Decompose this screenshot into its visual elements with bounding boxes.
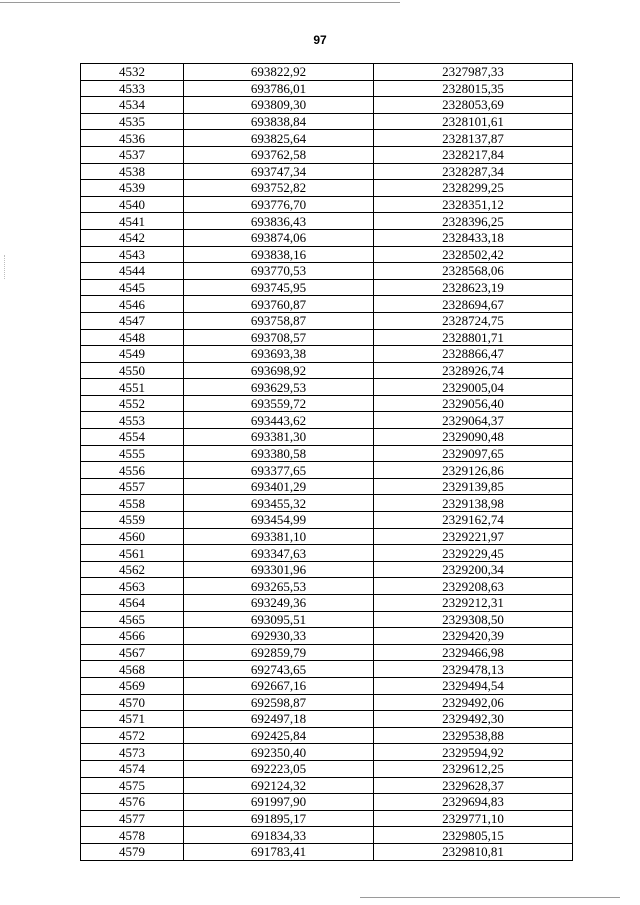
scan-margin-mark	[4, 255, 5, 279]
point-number-cell: 4564	[81, 595, 184, 612]
y-coordinate-cell: 2328101,61	[374, 113, 573, 130]
x-coordinate-cell: 693381,10	[184, 528, 374, 545]
point-number-cell: 4538	[81, 163, 184, 180]
y-coordinate-cell: 2329200,34	[374, 561, 573, 578]
table-row	[81, 97, 573, 114]
point-number-cell: 4550	[81, 362, 184, 379]
x-coordinate-cell: 693825,64	[184, 130, 374, 147]
point-number-cell: 4539	[81, 180, 184, 197]
x-coordinate-cell: 693698,92	[184, 362, 374, 379]
table-row	[81, 462, 573, 479]
x-coordinate-cell: 691997,90	[184, 794, 374, 811]
table-row	[81, 80, 573, 97]
point-number-cell: 4547	[81, 312, 184, 329]
table-row	[81, 611, 573, 628]
top-scan-rule	[0, 2, 400, 3]
table-row	[81, 346, 573, 363]
x-coordinate-cell: 691834,33	[184, 827, 374, 844]
point-number-cell: 4552	[81, 395, 184, 412]
y-coordinate-cell: 2328623,19	[374, 279, 573, 296]
x-coordinate-cell: 692350,40	[184, 744, 374, 761]
point-number-cell: 4563	[81, 578, 184, 595]
table-row	[81, 677, 573, 694]
point-number-cell: 4551	[81, 379, 184, 396]
x-coordinate-cell: 693708,57	[184, 329, 374, 346]
point-number-cell: 4574	[81, 760, 184, 777]
point-number-cell: 4536	[81, 130, 184, 147]
x-coordinate-cell: 693693,38	[184, 346, 374, 363]
y-coordinate-cell: 2328217,84	[374, 146, 573, 163]
y-coordinate-cell: 2328724,75	[374, 312, 573, 329]
x-coordinate-cell: 693559,72	[184, 395, 374, 412]
x-coordinate-cell: 693629,53	[184, 379, 374, 396]
point-number-cell: 4578	[81, 827, 184, 844]
table-row	[81, 429, 573, 446]
x-coordinate-cell: 692425,84	[184, 727, 374, 744]
table-row	[81, 329, 573, 346]
table-row	[81, 495, 573, 512]
point-number-cell: 4569	[81, 677, 184, 694]
y-coordinate-cell: 2329097,65	[374, 445, 573, 462]
x-coordinate-cell: 693381,30	[184, 429, 374, 446]
table-row	[81, 362, 573, 379]
table-row	[81, 727, 573, 744]
table-row	[81, 528, 573, 545]
y-coordinate-cell: 2329594,92	[374, 744, 573, 761]
table-row	[81, 545, 573, 562]
x-coordinate-cell: 693776,70	[184, 196, 374, 213]
x-coordinate-cell: 693747,34	[184, 163, 374, 180]
table-row	[81, 246, 573, 263]
x-coordinate-cell: 693822,92	[184, 64, 374, 81]
x-coordinate-cell: 693745,95	[184, 279, 374, 296]
x-coordinate-cell: 693443,62	[184, 412, 374, 429]
table-row	[81, 263, 573, 280]
point-number-cell: 4571	[81, 711, 184, 728]
y-coordinate-cell: 2329308,50	[374, 611, 573, 628]
x-coordinate-cell: 693809,30	[184, 97, 374, 114]
y-coordinate-cell: 2328351,12	[374, 196, 573, 213]
point-number-cell: 4534	[81, 97, 184, 114]
x-coordinate-cell: 692743,65	[184, 661, 374, 678]
y-coordinate-cell: 2329771,10	[374, 810, 573, 827]
x-coordinate-cell: 693347,63	[184, 545, 374, 562]
y-coordinate-cell: 2329221,97	[374, 528, 573, 545]
y-coordinate-cell: 2329492,30	[374, 711, 573, 728]
point-number-cell: 4567	[81, 644, 184, 661]
x-coordinate-cell: 693838,16	[184, 246, 374, 263]
point-number-cell: 4579	[81, 843, 184, 860]
y-coordinate-cell: 2328015,35	[374, 80, 573, 97]
x-coordinate-cell: 693874,06	[184, 229, 374, 246]
point-number-cell: 4556	[81, 462, 184, 479]
table-row	[81, 810, 573, 827]
y-coordinate-cell: 2329212,31	[374, 595, 573, 612]
point-number-cell: 4553	[81, 412, 184, 429]
x-coordinate-cell: 692223,05	[184, 760, 374, 777]
table-row	[81, 711, 573, 728]
point-number-cell: 4573	[81, 744, 184, 761]
x-coordinate-cell: 693836,43	[184, 213, 374, 230]
y-coordinate-cell: 2328396,25	[374, 213, 573, 230]
y-coordinate-cell: 2329056,40	[374, 395, 573, 412]
page-number: 97	[313, 33, 327, 47]
table-row	[81, 595, 573, 612]
table-row	[81, 412, 573, 429]
point-number-cell: 4535	[81, 113, 184, 130]
point-number-cell: 4545	[81, 279, 184, 296]
table-row	[81, 777, 573, 794]
y-coordinate-cell: 2328053,69	[374, 97, 573, 114]
table-row	[81, 794, 573, 811]
coordinates-table	[80, 63, 573, 861]
x-coordinate-cell: 693455,32	[184, 495, 374, 512]
point-number-cell: 4562	[81, 561, 184, 578]
table-row	[81, 229, 573, 246]
y-coordinate-cell: 2328137,87	[374, 130, 573, 147]
y-coordinate-cell: 2329162,74	[374, 512, 573, 529]
point-number-cell: 4557	[81, 478, 184, 495]
point-number-cell: 4544	[81, 263, 184, 280]
y-coordinate-cell: 2329126,86	[374, 462, 573, 479]
point-number-cell: 4577	[81, 810, 184, 827]
y-coordinate-cell: 2329090,48	[374, 429, 573, 446]
y-coordinate-cell: 2329805,15	[374, 827, 573, 844]
table-row	[81, 628, 573, 645]
point-number-cell: 4532	[81, 64, 184, 81]
y-coordinate-cell: 2328801,71	[374, 329, 573, 346]
point-number-cell: 4546	[81, 296, 184, 313]
x-coordinate-cell: 693752,82	[184, 180, 374, 197]
point-number-cell: 4548	[81, 329, 184, 346]
point-number-cell: 4543	[81, 246, 184, 263]
y-coordinate-cell: 2328299,25	[374, 180, 573, 197]
table-row	[81, 561, 573, 578]
y-coordinate-cell: 2329466,98	[374, 644, 573, 661]
y-coordinate-cell: 2327987,33	[374, 64, 573, 81]
y-coordinate-cell: 2329229,45	[374, 545, 573, 562]
point-number-cell: 4558	[81, 495, 184, 512]
table-row	[81, 296, 573, 313]
table-row	[81, 180, 573, 197]
x-coordinate-cell: 693838,84	[184, 113, 374, 130]
y-coordinate-cell: 2328287,34	[374, 163, 573, 180]
y-coordinate-cell: 2329694,83	[374, 794, 573, 811]
table-row	[81, 395, 573, 412]
point-number-cell: 4554	[81, 429, 184, 446]
table-row	[81, 196, 573, 213]
point-number-cell: 4540	[81, 196, 184, 213]
y-coordinate-cell: 2328502,42	[374, 246, 573, 263]
x-coordinate-cell: 692930,33	[184, 628, 374, 645]
x-coordinate-cell: 693095,51	[184, 611, 374, 628]
y-coordinate-cell: 2329005,04	[374, 379, 573, 396]
table-row	[81, 279, 573, 296]
y-coordinate-cell: 2329138,98	[374, 495, 573, 512]
x-coordinate-cell: 692497,18	[184, 711, 374, 728]
x-coordinate-cell: 693760,87	[184, 296, 374, 313]
x-coordinate-cell: 693770,53	[184, 263, 374, 280]
x-coordinate-cell: 691783,41	[184, 843, 374, 860]
point-number-cell: 4572	[81, 727, 184, 744]
coordinates-table-body	[81, 64, 573, 861]
table-row	[81, 64, 573, 81]
x-coordinate-cell: 693380,58	[184, 445, 374, 462]
point-number-cell: 4549	[81, 346, 184, 363]
table-row	[81, 644, 573, 661]
x-coordinate-cell: 692124,32	[184, 777, 374, 794]
y-coordinate-cell: 2329538,88	[374, 727, 573, 744]
y-coordinate-cell: 2329810,81	[374, 843, 573, 860]
point-number-cell: 4565	[81, 611, 184, 628]
y-coordinate-cell: 2328694,67	[374, 296, 573, 313]
x-coordinate-cell: 691895,17	[184, 810, 374, 827]
table-row	[81, 213, 573, 230]
x-coordinate-cell: 692598,87	[184, 694, 374, 711]
y-coordinate-cell: 2329494,54	[374, 677, 573, 694]
x-coordinate-cell: 693301,96	[184, 561, 374, 578]
x-coordinate-cell: 693249,36	[184, 595, 374, 612]
y-coordinate-cell: 2328866,47	[374, 346, 573, 363]
x-coordinate-cell: 693454,99	[184, 512, 374, 529]
x-coordinate-cell: 693762,58	[184, 146, 374, 163]
y-coordinate-cell: 2329139,85	[374, 478, 573, 495]
point-number-cell: 4576	[81, 794, 184, 811]
point-number-cell: 4561	[81, 545, 184, 562]
table-row	[81, 744, 573, 761]
table-row	[81, 146, 573, 163]
bottom-scan-rule	[360, 897, 620, 898]
y-coordinate-cell: 2329478,13	[374, 661, 573, 678]
table-row	[81, 661, 573, 678]
y-coordinate-cell: 2329420,39	[374, 628, 573, 645]
table-row	[81, 578, 573, 595]
point-number-cell: 4568	[81, 661, 184, 678]
point-number-cell: 4542	[81, 229, 184, 246]
table-row	[81, 694, 573, 711]
point-number-cell: 4560	[81, 528, 184, 545]
point-number-cell: 4570	[81, 694, 184, 711]
table-row	[81, 843, 573, 860]
y-coordinate-cell: 2328433,18	[374, 229, 573, 246]
x-coordinate-cell: 692859,79	[184, 644, 374, 661]
table-row	[81, 163, 573, 180]
x-coordinate-cell: 693401,29	[184, 478, 374, 495]
table-row	[81, 312, 573, 329]
table-row	[81, 379, 573, 396]
y-coordinate-cell: 2329064,37	[374, 412, 573, 429]
x-coordinate-cell: 693265,53	[184, 578, 374, 595]
point-number-cell: 4537	[81, 146, 184, 163]
point-number-cell: 4575	[81, 777, 184, 794]
point-number-cell: 4533	[81, 80, 184, 97]
x-coordinate-cell: 693758,87	[184, 312, 374, 329]
table-row	[81, 445, 573, 462]
y-coordinate-cell: 2329208,63	[374, 578, 573, 595]
x-coordinate-cell: 693786,01	[184, 80, 374, 97]
y-coordinate-cell: 2328926,74	[374, 362, 573, 379]
y-coordinate-cell: 2329612,25	[374, 760, 573, 777]
y-coordinate-cell: 2328568,06	[374, 263, 573, 280]
table-row	[81, 827, 573, 844]
point-number-cell: 4541	[81, 213, 184, 230]
point-number-cell: 4559	[81, 512, 184, 529]
x-coordinate-cell: 692667,16	[184, 677, 374, 694]
point-number-cell: 4555	[81, 445, 184, 462]
table-row	[81, 760, 573, 777]
table-row	[81, 113, 573, 130]
table-row	[81, 130, 573, 147]
y-coordinate-cell: 2329492,06	[374, 694, 573, 711]
point-number-cell: 4566	[81, 628, 184, 645]
table-row	[81, 478, 573, 495]
x-coordinate-cell: 693377,65	[184, 462, 374, 479]
table-row	[81, 512, 573, 529]
y-coordinate-cell: 2329628,37	[374, 777, 573, 794]
